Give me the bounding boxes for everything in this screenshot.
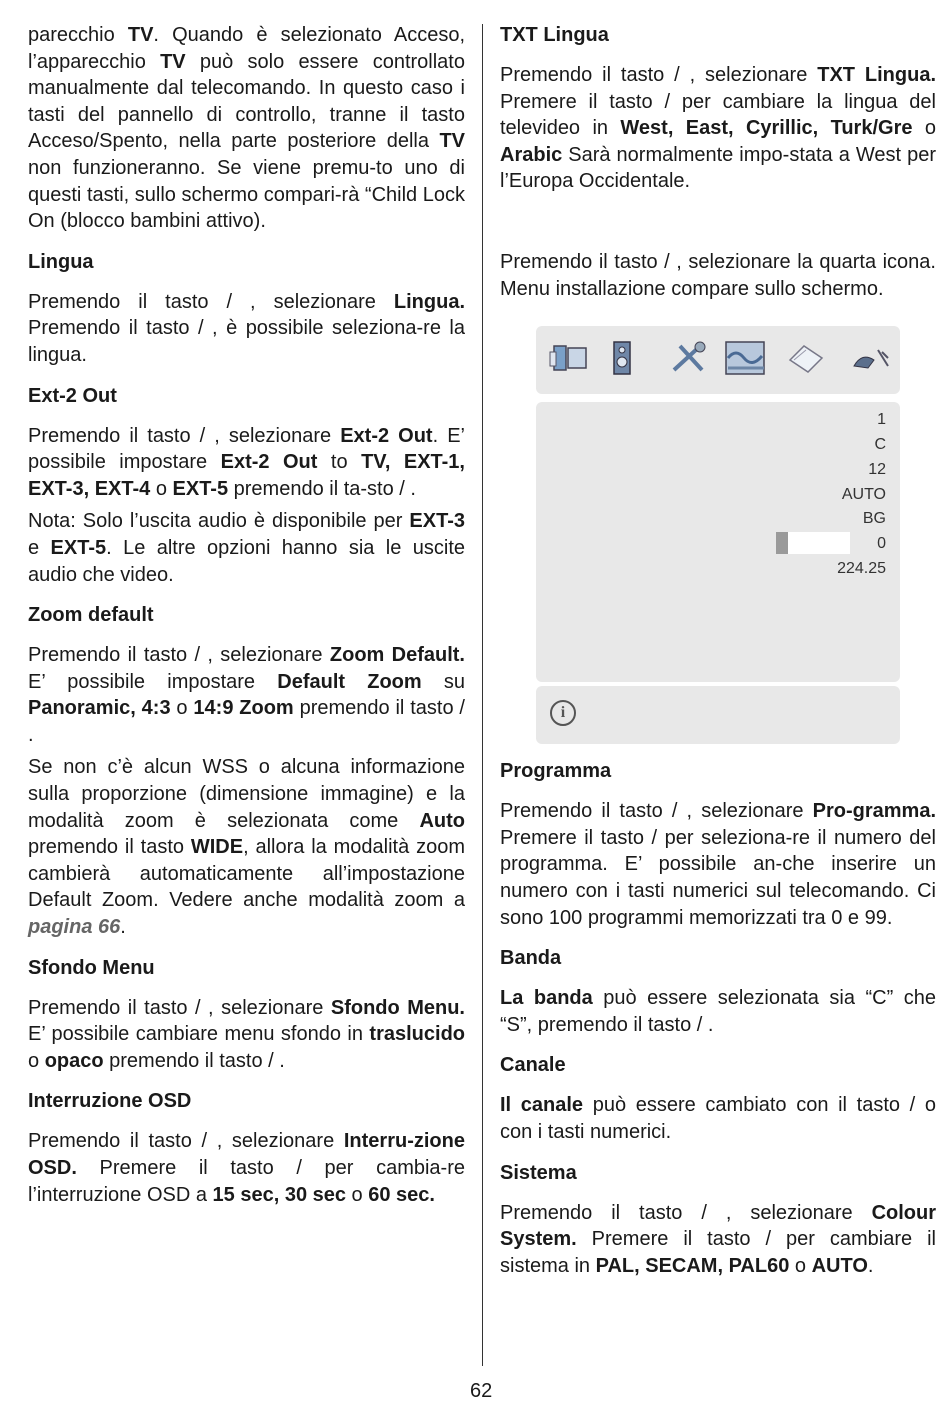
program-value: 1 bbox=[877, 411, 886, 429]
section-heading: TXT Lingua bbox=[500, 24, 609, 46]
bold-term: EXT-5 bbox=[50, 536, 107, 559]
bold-term: Sfondo Menu. bbox=[330, 996, 465, 1019]
bold-term: Arabic bbox=[500, 143, 563, 166]
tv-picture-icon bbox=[548, 338, 592, 378]
bold-term: WIDE bbox=[190, 836, 244, 859]
text-run: premendo il tasto bbox=[28, 836, 191, 859]
column-divider bbox=[482, 24, 483, 1366]
bold-term: Ext-2 Out bbox=[220, 451, 318, 474]
bold-term: TV bbox=[160, 50, 186, 73]
text-run: Premendo il tasto / , selezionare bbox=[28, 424, 341, 447]
menu-values bbox=[837, 408, 886, 582]
text-run: o bbox=[28, 1049, 45, 1072]
bold-term: Zoom Default. bbox=[329, 644, 465, 667]
bold-term: TV bbox=[127, 24, 154, 46]
bold-term: Ext-2 Out bbox=[340, 424, 433, 447]
bold-term: Default Zoom bbox=[277, 670, 422, 693]
text-run: può essere cambiato con il tasto / o con i tasti numerici. bbox=[500, 1094, 937, 1143]
bold-term: West, East, Cyrillic, Turk/Gre bbox=[620, 117, 913, 140]
bold-term: Colour System. bbox=[500, 1201, 936, 1251]
bold-term: 15 sec, 30 sec bbox=[212, 1183, 346, 1206]
bold-term: Panoramic, 4:3 bbox=[28, 697, 171, 720]
section-paragraph bbox=[500, 798, 936, 931]
text-run: Premendo il tasto / , selezionare la quarta icona. Menu installazione compare sullo schermo. bbox=[500, 250, 936, 300]
sound-system-value: BG bbox=[862, 510, 886, 528]
section-paragraph bbox=[500, 1092, 936, 1145]
frequency-value: 224.25 bbox=[837, 559, 886, 577]
right-sections bbox=[500, 758, 936, 1279]
text-run: Premendo il tasto / , selezionare bbox=[500, 64, 818, 86]
install-menu-screenshot bbox=[536, 326, 900, 744]
text-run: premendo il tasto / . bbox=[28, 697, 465, 746]
text-run: non funzioneranno. Se viene premu-to uno di questi tasti, sullo schermo compari-rà “Child Lock On (blocco bambini attivo). bbox=[28, 156, 465, 233]
section-paragraph bbox=[500, 62, 936, 195]
fine-tune-bar-fill bbox=[776, 532, 788, 554]
section-paragraph bbox=[28, 289, 465, 369]
page-reference: pagina 66 bbox=[28, 916, 121, 939]
text-run: Sarà normalmente impo-stata a West per l’Europa Occidentale. bbox=[500, 143, 936, 193]
bold-term: EXT-5 bbox=[172, 477, 229, 500]
fine-tune-bar bbox=[776, 532, 850, 554]
bold-term: EXT-3 bbox=[409, 510, 465, 533]
text-run: Premere il tasto / per cambia-re l’interruzione OSD a bbox=[28, 1157, 465, 1206]
text-run: o bbox=[789, 1254, 812, 1277]
text-run: Premendo il tasto / , selezionare bbox=[28, 290, 394, 313]
source-icon bbox=[784, 338, 828, 378]
bold-term: AUTO bbox=[811, 1254, 868, 1277]
menu-icons-bar bbox=[536, 326, 900, 394]
text-run: Nota: Solo l’uscita audio è disponibile per bbox=[28, 510, 410, 533]
page-number: 62 bbox=[470, 1380, 493, 1402]
section-heading: Ext-2 Out bbox=[28, 384, 117, 407]
channel-value: 12 bbox=[868, 460, 886, 478]
text-run: , allora la modalità zoom cambierà automaticamente all’impostazione Default Zoom. Vedere anche modalità zoom a bbox=[28, 836, 465, 912]
install-icon bbox=[724, 338, 768, 378]
spacer bbox=[500, 195, 936, 249]
text-run: premendo il tasto / . bbox=[103, 1049, 285, 1072]
bold-term: Il canale bbox=[500, 1094, 584, 1117]
sound-icon bbox=[604, 338, 648, 378]
bold-term: Lingua. bbox=[393, 290, 465, 313]
bold-term: Auto bbox=[419, 809, 465, 832]
text-run: Premere il tasto / per cambiare il sistema in bbox=[500, 1228, 936, 1277]
text-run: può essere selezionata sia “C” che “S”, premendo il tasto / . bbox=[500, 987, 937, 1036]
text-run: E’ possibile impostare bbox=[28, 670, 278, 693]
info-icon: i bbox=[550, 700, 576, 726]
settings-icon bbox=[668, 338, 712, 378]
text-run: Premendo il tasto / , selezionare bbox=[500, 800, 813, 823]
bold-term: Interru-zione OSD. bbox=[28, 1130, 465, 1179]
section-paragraph bbox=[28, 423, 465, 503]
text-run: o bbox=[150, 477, 173, 500]
menu-info-bar bbox=[536, 686, 900, 744]
bold-term: 60 sec. bbox=[368, 1183, 435, 1206]
section-heading: Sistema bbox=[500, 1161, 577, 1184]
bold-term: TV bbox=[439, 130, 465, 153]
text-run: e bbox=[28, 536, 51, 559]
section-heading: Banda bbox=[500, 947, 562, 970]
text-run: premendo il ta-sto / . bbox=[228, 477, 416, 500]
text-run: Premendo il tasto / , selezionare bbox=[28, 996, 331, 1019]
bold-term: PAL, SECAM, PAL60 bbox=[595, 1254, 790, 1277]
fine-tune-value: 0 bbox=[877, 535, 886, 553]
bold-term: TV, EXT-1, EXT-3, EXT-4 bbox=[28, 451, 465, 500]
section-heading: Programma bbox=[500, 760, 612, 783]
text-run: parecchio bbox=[28, 24, 128, 46]
section-paragraph bbox=[28, 508, 465, 588]
bold-term: TXT Lingua. bbox=[817, 64, 936, 86]
section-heading: Sfondo Menu bbox=[28, 956, 155, 979]
section-paragraph bbox=[500, 985, 936, 1038]
text-run: Premendo il tasto / , selezionare bbox=[28, 1130, 344, 1153]
section-paragraph bbox=[28, 754, 465, 940]
text-run: Premendo il tasto / , selezionare bbox=[500, 1201, 872, 1224]
section-heading: Interruzione OSD bbox=[28, 1090, 192, 1113]
colour-system-value: AUTO bbox=[841, 485, 886, 503]
text-run: E’ possibile cambiare menu sfondo in bbox=[28, 1023, 370, 1046]
satellite-icon bbox=[848, 338, 892, 378]
left-column bbox=[28, 22, 465, 1208]
txt-section bbox=[500, 22, 936, 195]
intro-paragraph bbox=[28, 22, 465, 235]
band-value: C bbox=[874, 435, 886, 453]
bold-term: Pro-gramma. bbox=[812, 800, 936, 823]
left-sections bbox=[28, 249, 465, 1208]
section-heading: Zoom default bbox=[28, 604, 154, 627]
section-paragraph bbox=[28, 642, 465, 748]
bold-term: opaco bbox=[44, 1049, 104, 1072]
text-run: Premendo il tasto / , è possibile seleziona-re la lingua. bbox=[28, 317, 465, 366]
right-column bbox=[500, 22, 936, 1279]
text-run: può solo essere controllato manualmente dal telecomando. In questo caso i tasti del pannello di controllo, tranne il tasto Acceso/Spento, nella parte posteriore della bbox=[28, 50, 465, 153]
text-run: o bbox=[170, 697, 194, 720]
text-run: . bbox=[867, 1254, 874, 1277]
text-run: . E’ possibile impostare bbox=[28, 424, 465, 474]
text-run: Premendo il tasto / , selezionare bbox=[28, 644, 330, 667]
menu-values-panel bbox=[536, 402, 900, 682]
section-paragraph bbox=[500, 1200, 936, 1280]
text-run: su bbox=[421, 670, 465, 693]
text-run: o bbox=[346, 1183, 369, 1206]
install-intro-paragraph bbox=[500, 249, 936, 302]
section-paragraph bbox=[28, 995, 465, 1075]
text-run: Se non c’è alcun WSS o alcuna informazione sulla proporzione (dimensione immagine) e la modalità zoom è selezionata come bbox=[28, 756, 465, 832]
bold-term: La banda bbox=[500, 987, 593, 1010]
bold-term: 14:9 Zoom bbox=[193, 697, 294, 720]
bold-term: traslucido bbox=[369, 1023, 465, 1046]
section-paragraph bbox=[28, 1128, 465, 1208]
section-heading: Lingua bbox=[28, 250, 94, 273]
section-heading: Canale bbox=[500, 1054, 566, 1077]
text-run: . Quando è selezionato Acceso, l’apparecchio bbox=[28, 24, 465, 73]
text-run: o bbox=[912, 117, 936, 140]
text-run: to bbox=[317, 451, 362, 474]
text-run: Premere il tasto / per cambiare la lingua del televideo in bbox=[500, 90, 936, 140]
text-run: Premere il tasto / per seleziona-re il numero del programma. E’ possibile an-che inserire un numero con i tasti numerici sul telecomando. Ci sono 100 programmi memorizzati tra 0 e 99. bbox=[500, 826, 936, 929]
text-run: . bbox=[120, 916, 126, 939]
text-run: . Le altre opzioni hanno sia le uscite audio che video. bbox=[28, 536, 465, 586]
